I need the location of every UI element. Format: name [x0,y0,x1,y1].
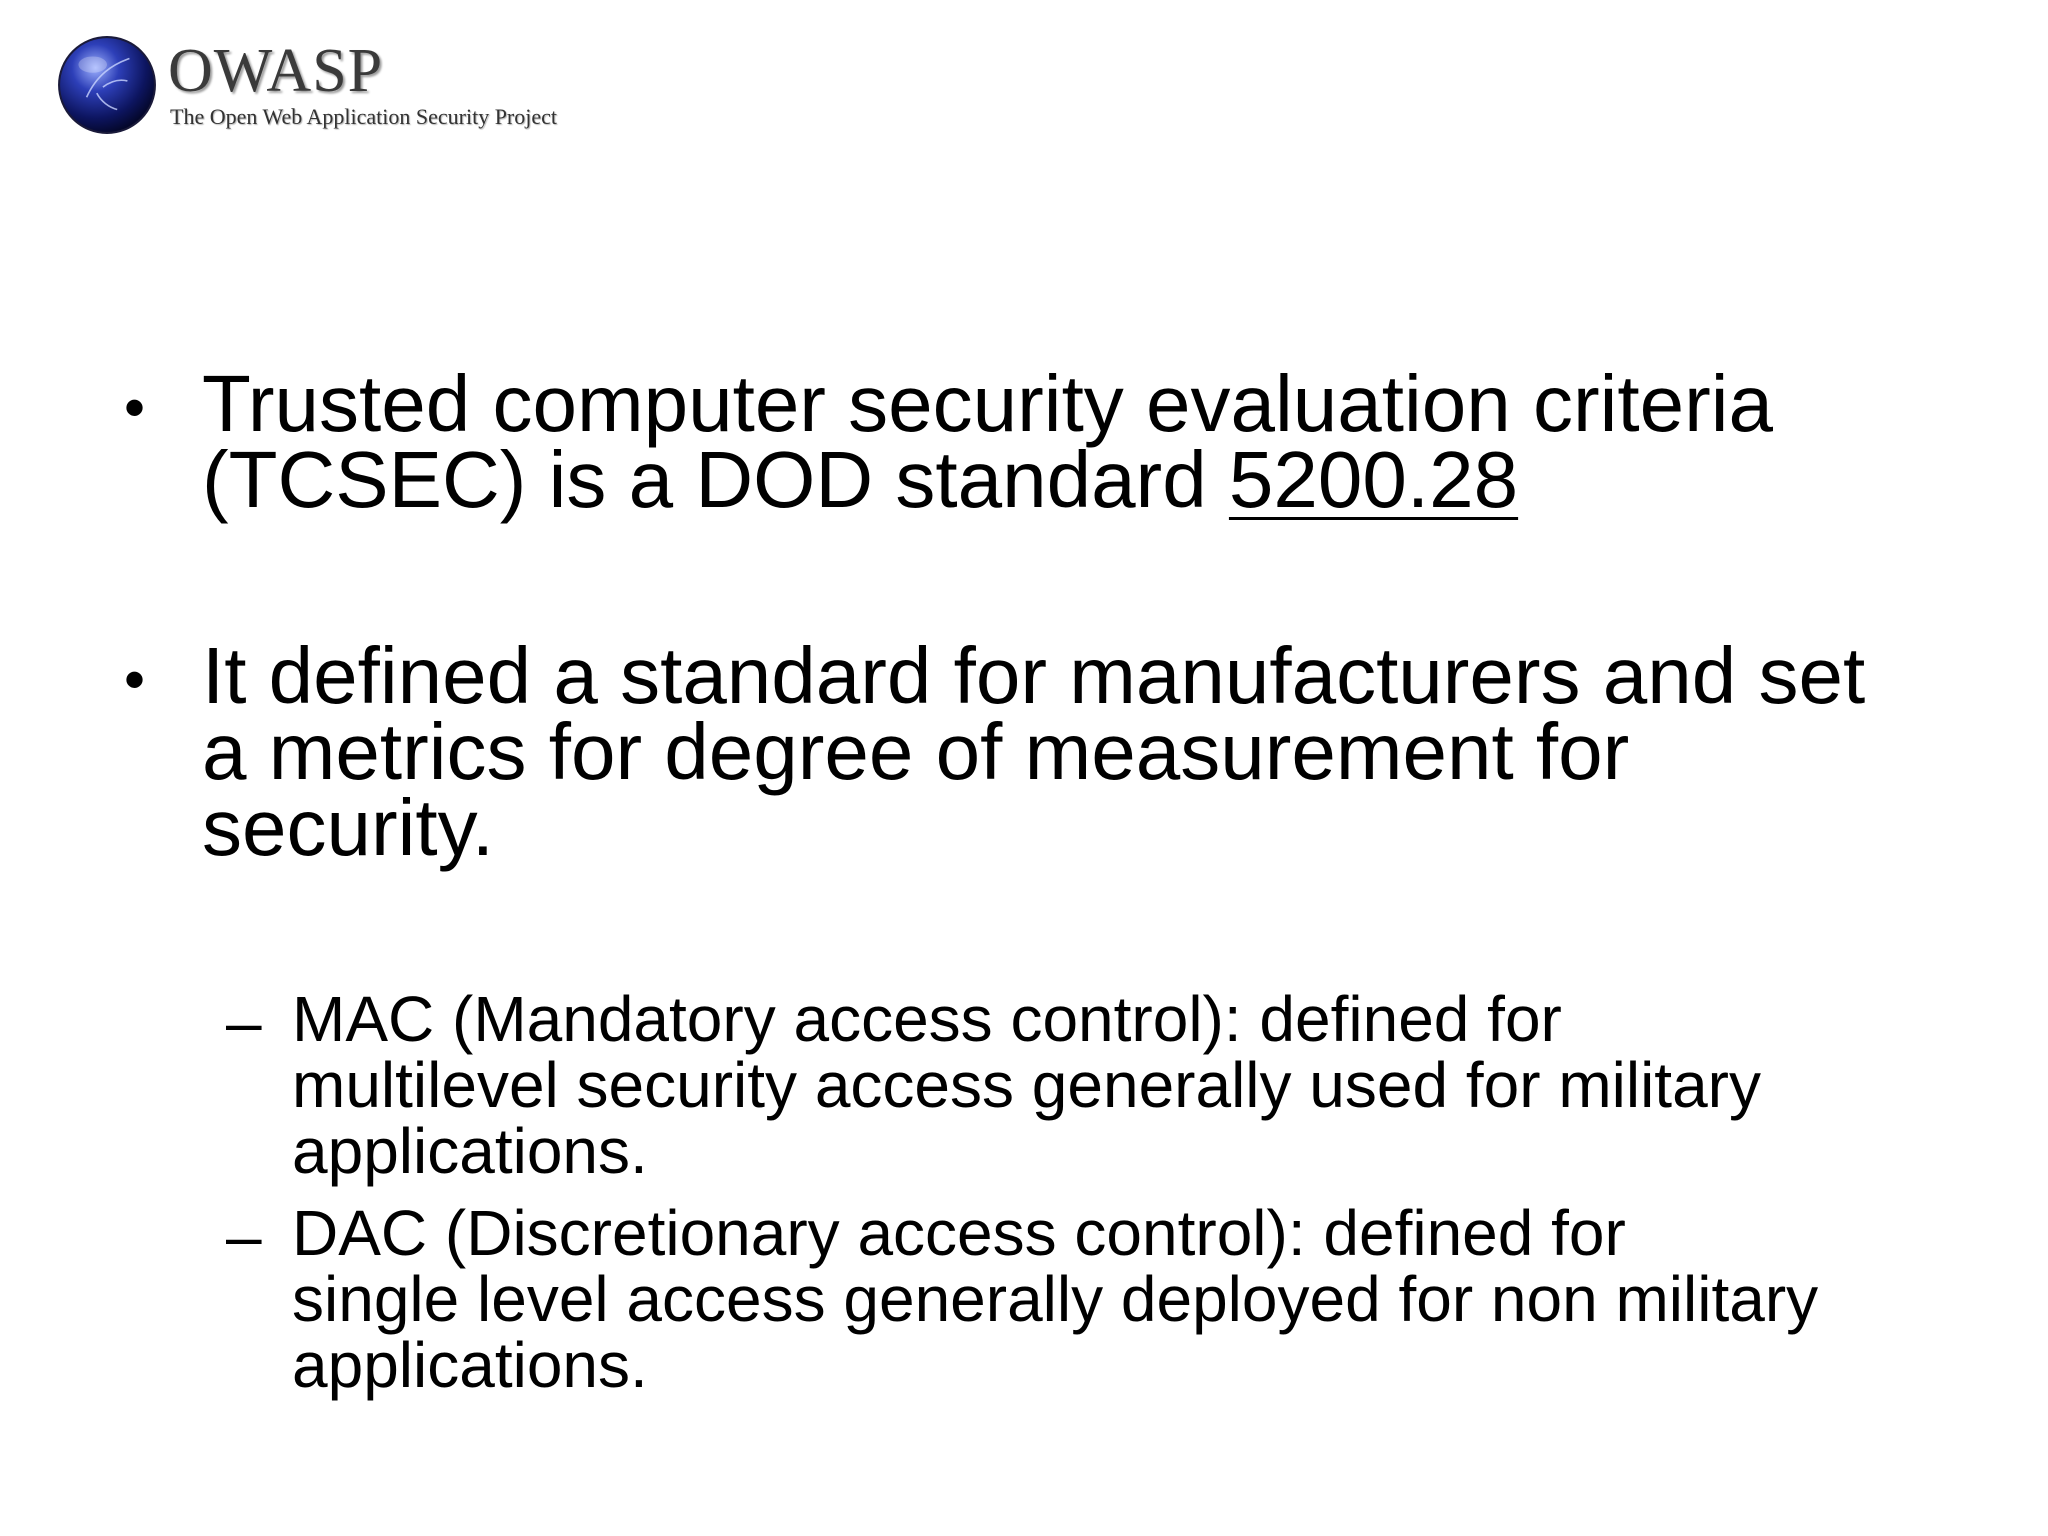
bullet-item [202,631,1866,872]
sub-bullet-item [292,983,1761,1187]
sub-bullet-marker: – [226,986,262,1058]
logo-wordmark: OWASP [168,37,384,105]
sub-bullet-line: DAC (Discretionary access control): defined for [292,1197,1626,1269]
owasp-logo [56,34,616,144]
standard-number-link[interactable]: 5200.28 [1228,435,1519,524]
bullet-marker: • [124,646,146,713]
sub-bullet-marker: – [226,1200,262,1272]
sub-bullet-line: applications. [292,1329,648,1401]
sub-bullet-item [292,1197,1819,1401]
sub-bullet-line: multilevel security access generally used for military [292,1049,1761,1121]
logo-tagline: The Open Web Application Security Project [170,104,558,129]
bullet-line [202,435,1773,524]
bullet-line: a metrics for degree of measurement for [202,707,1630,796]
sub-bullet-line: single level access generally deployed for non military [292,1263,1819,1335]
bullet-marker: • [124,374,146,441]
bullet-line: It defined a standard for manufacturers and set [202,631,1866,720]
bullet-line: security. [202,783,494,872]
bullet-item [202,359,1774,524]
globe-wasp-icon [56,34,158,136]
bullet-line: Trusted computer security evaluation criteria [202,359,1774,448]
bullet-line-text: (TCSEC) is a DOD standard [202,435,1229,524]
sub-bullet-line: MAC (Mandatory access control): defined for [292,983,1562,1055]
sub-bullet-line: applications. [292,1115,648,1187]
